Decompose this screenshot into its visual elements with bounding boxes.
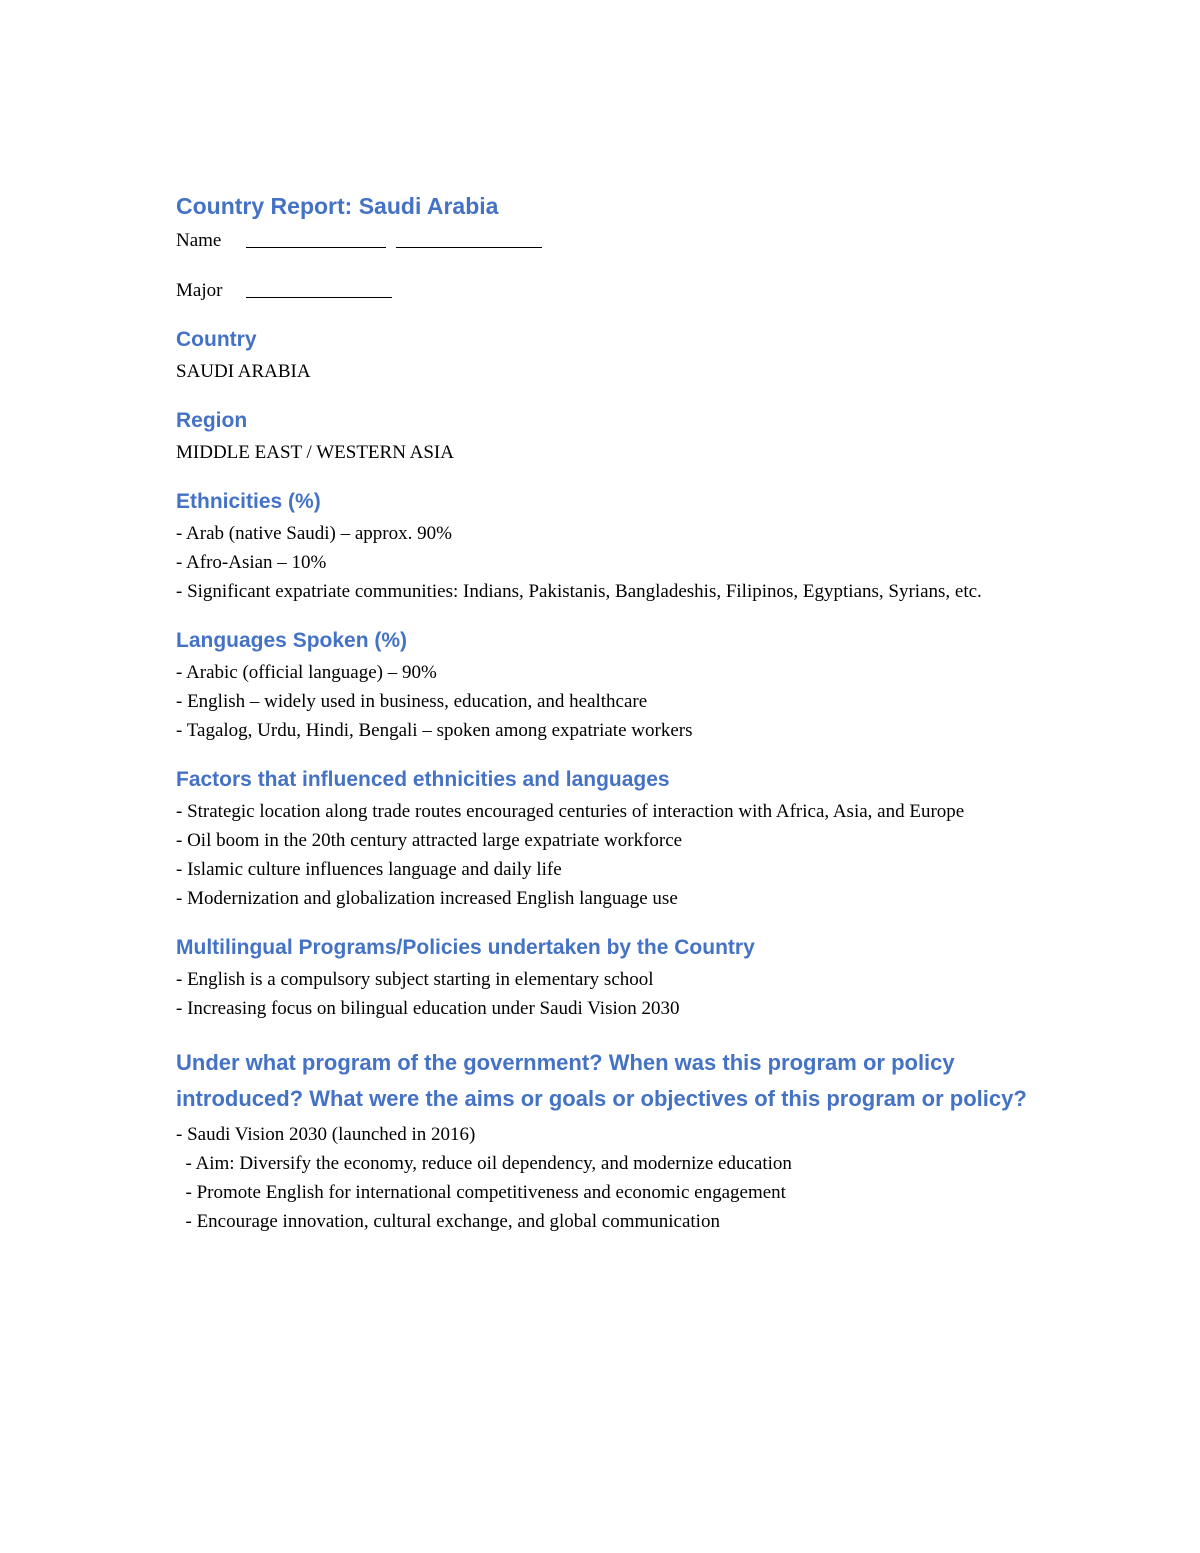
document-title: Country Report: Saudi Arabia [176,193,499,219]
major-label: Major [176,280,223,301]
section-heading-ethnicities: Ethnicities (%) [176,490,321,513]
language-item: - Tagalog, Urdu, Hindi, Bengali – spoken among expatriate workers [176,720,693,741]
major-field-row [176,276,1036,305]
section-heading-programs: Multilingual Programs/Policies undertaken by the Country [176,936,755,959]
name-field-row [176,226,1036,255]
first-name-blank [246,229,386,248]
major-blank [246,279,392,298]
ethnicity-item: - Afro-Asian – 10% [176,552,327,573]
section-heading-factors: Factors that influenced ethnicities and languages [176,768,670,791]
language-item: - Arabic (official language) – 90% [176,662,437,683]
section-heading-languages: Languages Spoken (%) [176,629,408,652]
section-heading-country: Country [176,328,257,351]
factor-item: - Modernization and globalization increased English language use [176,888,678,909]
section-heading-region: Region [176,409,248,432]
document-page [176,190,1036,1236]
region-value: MIDDLE EAST / WESTERN ASIA [176,442,454,463]
ethnicity-item: - Significant expatriate communities: Indians, Pakistanis, Bangladeshis, Filipinos, Egyptians, Syrians, etc. [176,581,982,602]
last-name-blank [396,229,542,248]
policy-item: - Promote English for international competitiveness and economic engagement [176,1182,786,1203]
policy-item: - Aim: Diversify the economy, reduce oil dependency, and modernize education [176,1153,792,1174]
policy-item: - Encourage innovation, cultural exchange, and global communication [176,1211,720,1232]
ethnicity-item: - Arab (native Saudi) – approx. 90% [176,523,452,544]
factor-item: - Islamic culture influences language and daily life [176,859,562,880]
factor-item: - Strategic location along trade routes encouraged centuries of interaction with Africa, Asia, and Europe [176,801,965,822]
program-item: - Increasing focus on bilingual education under Saudi Vision 2030 [176,998,680,1019]
policy-item: - Saudi Vision 2030 (launched in 2016) [176,1124,476,1145]
program-item: - English is a compulsory subject starting in elementary school [176,969,654,990]
country-value: SAUDI ARABIA [176,361,311,382]
section-heading-government-program: Under what program of the government? When was this program or policy introduced? What were the aims or goals or objectives of this program or policy? [176,1050,1027,1111]
spacer [176,255,1036,276]
language-item: - English – widely used in business, education, and healthcare [176,691,648,712]
factor-item: - Oil boom in the 20th century attracted large expatriate workforce [176,830,683,851]
name-label: Name [176,230,222,251]
